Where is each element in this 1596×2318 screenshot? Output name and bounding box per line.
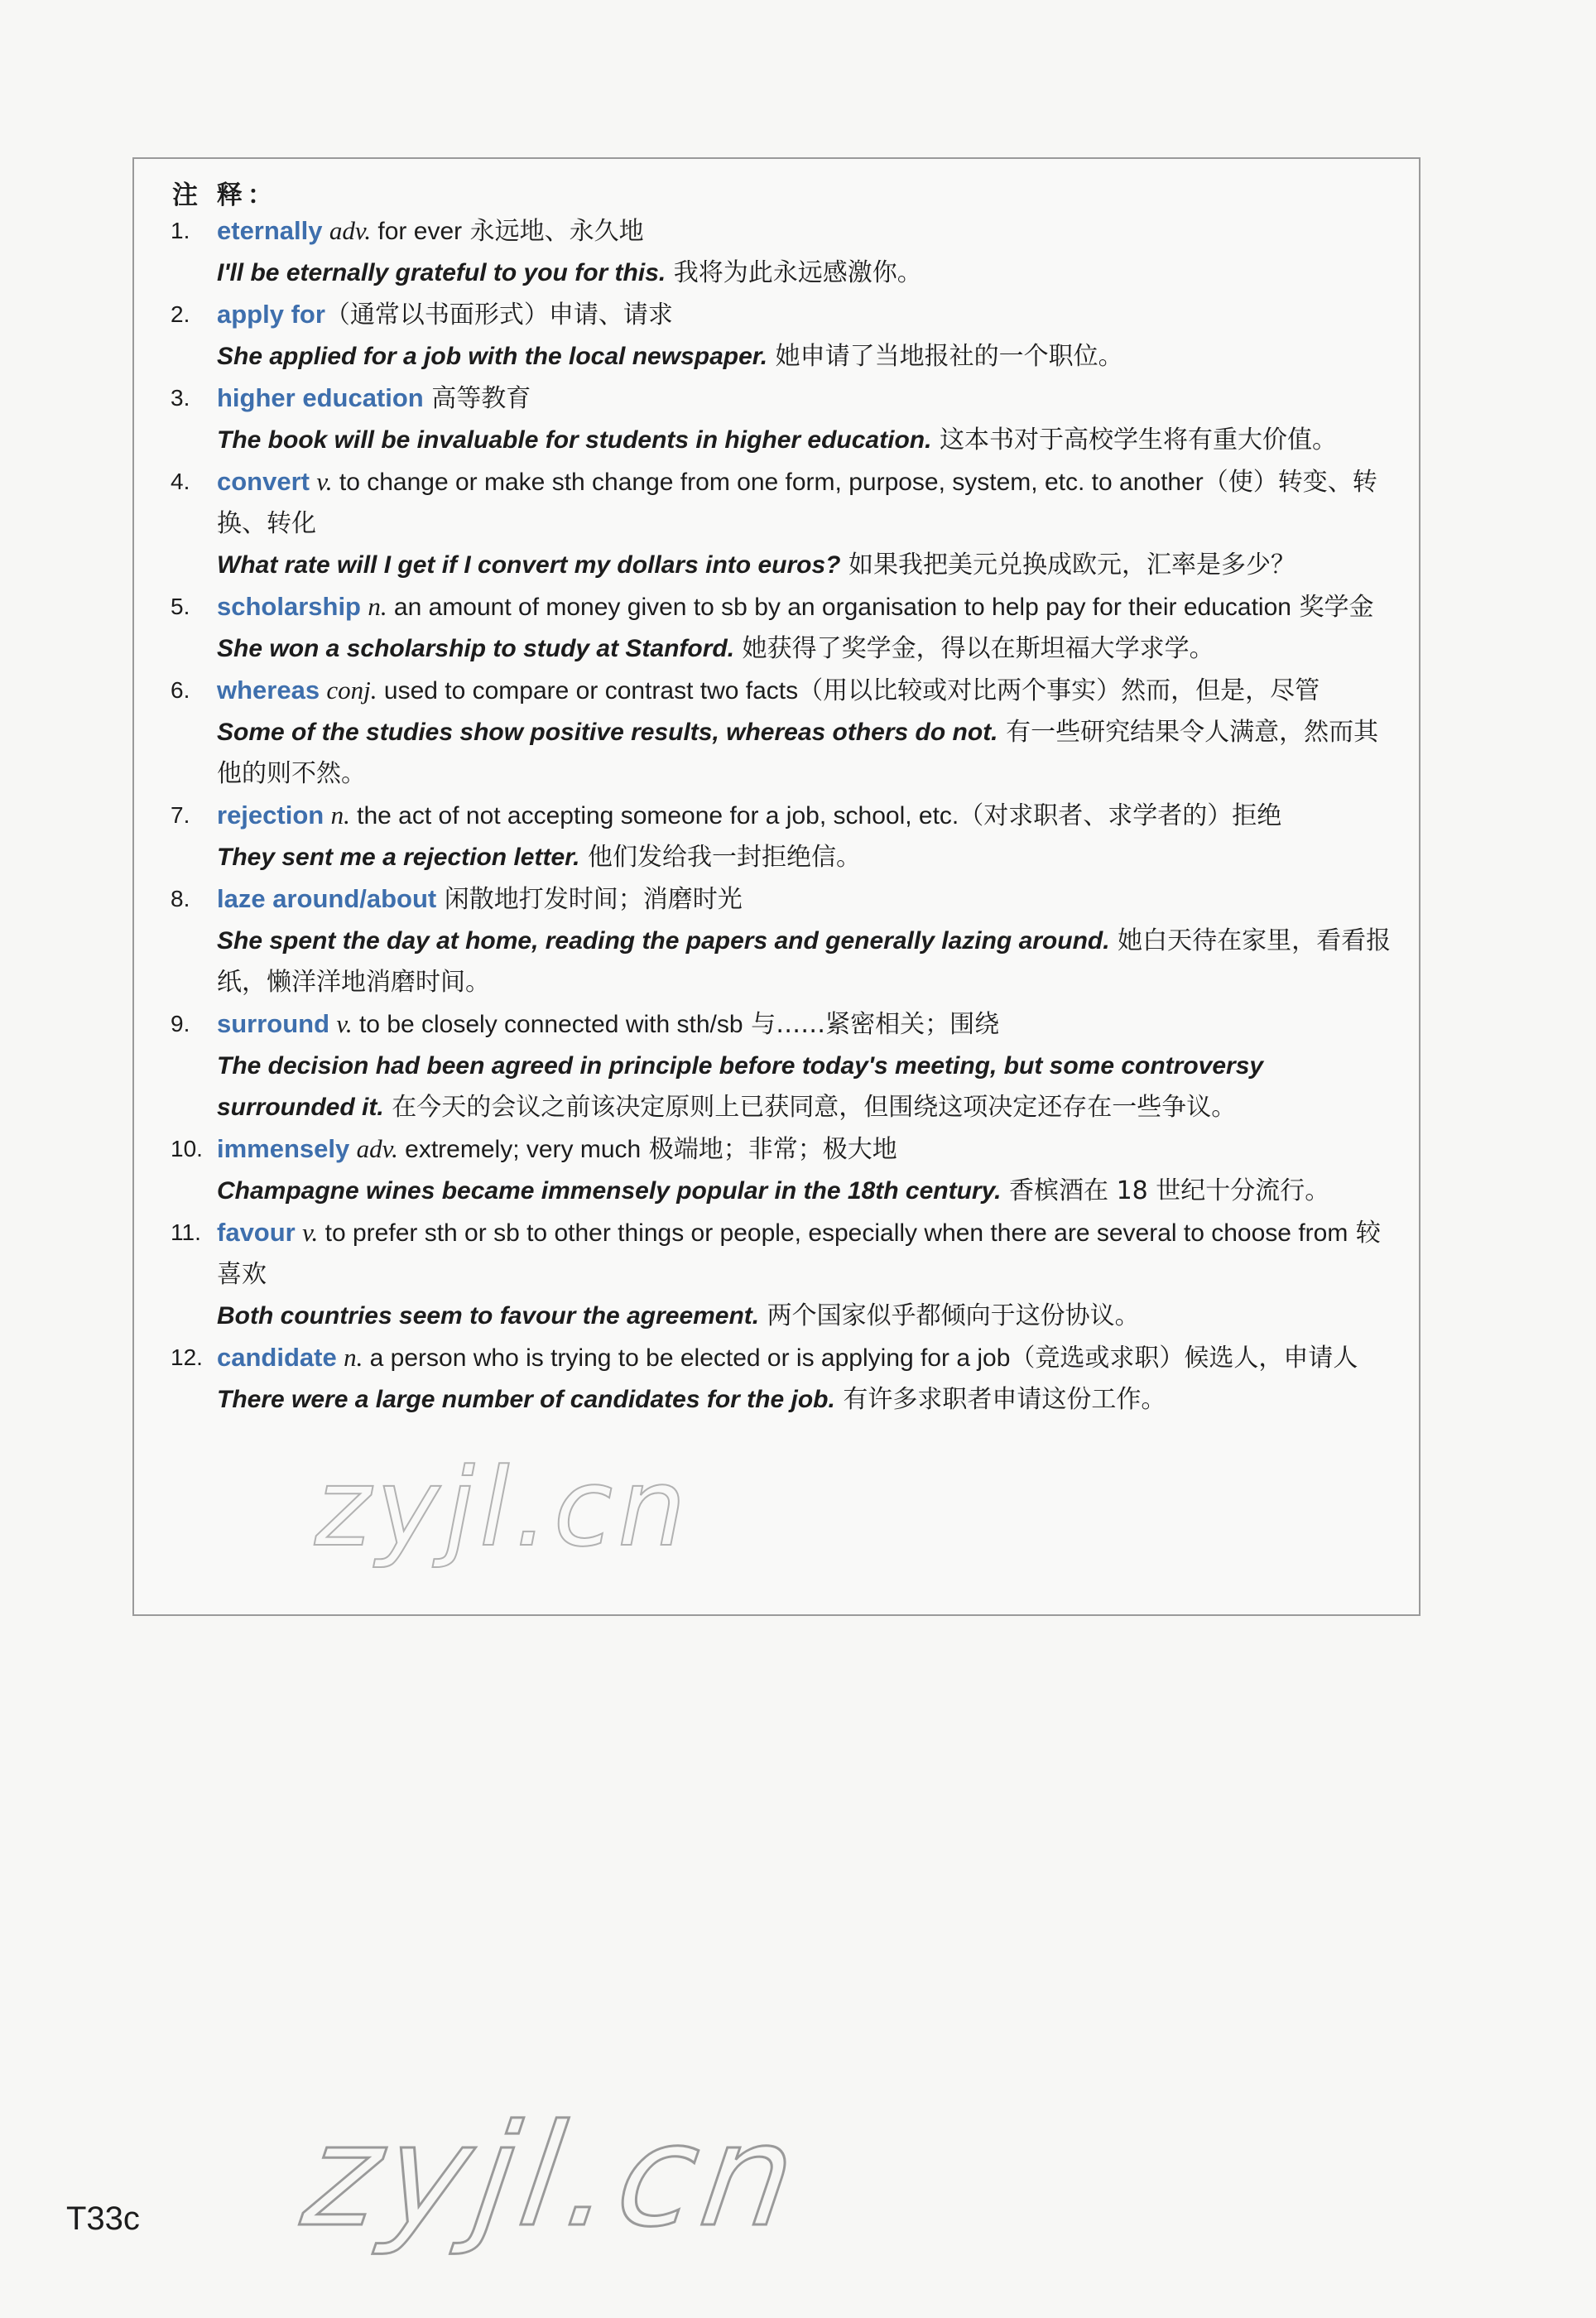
- entry-number: 11.: [171, 1219, 201, 1245]
- example-en: I'll be eternally grateful to you for this.: [217, 259, 666, 286]
- note-entry: [134, 1003, 1419, 1128]
- entry-term: convert: [217, 467, 310, 496]
- example-cn: 如果我把美元兑换成欧元，汇率是多少？: [840, 551, 1296, 580]
- definition-line: [217, 795, 1397, 837]
- example-cn: 他们发给我一封拒绝信。: [579, 843, 862, 872]
- definition-line: [217, 1212, 1397, 1296]
- example-en: Some of the studies show positive results, whereas others do not.: [217, 719, 998, 746]
- example-cn: 在今天的会议之前该决定原则上已获同意，但围绕这项决定还存在一些争议。: [383, 1093, 1237, 1122]
- note-entry: [134, 1212, 1419, 1337]
- entry-number: 4.: [171, 469, 190, 494]
- note-entry: [134, 878, 1419, 1003]
- note-entry: [134, 461, 1419, 586]
- entry-body: [217, 1128, 1397, 1212]
- note-entry: [134, 210, 1419, 294]
- definition-line: [217, 586, 1397, 628]
- note-entry: [134, 294, 1419, 378]
- example-line: [217, 1296, 1397, 1337]
- example-line: [217, 712, 1397, 795]
- part-of-speech: n.: [368, 592, 387, 621]
- entry-number: 5.: [171, 594, 190, 619]
- entry-number: 6.: [171, 677, 190, 703]
- entry-body: [217, 294, 1397, 378]
- example-line: [217, 1171, 1397, 1212]
- entry-body: [217, 795, 1397, 878]
- part-of-speech: adv.: [329, 216, 372, 245]
- entry-body: [217, 670, 1397, 795]
- entry-number: 8.: [171, 886, 190, 911]
- definition-cn: （对求职者、求学者的）拒绝: [959, 801, 1282, 830]
- example-en: She applied for a job with the local newspaper.: [217, 343, 768, 370]
- definition-cn: 与……紧密相关；围绕: [743, 1010, 1000, 1039]
- page-number: T33c: [66, 2200, 140, 2237]
- example-en: Both countries seem to favour the agreement.: [217, 1302, 760, 1330]
- definition-cn: 永远地、永久地: [462, 217, 644, 246]
- entry-body: [217, 878, 1397, 1003]
- definition-cn: 极端地；非常；极大地: [641, 1135, 897, 1164]
- entries-list: [134, 210, 1419, 1421]
- note-entry: [134, 795, 1419, 878]
- definition-cn: （用以比较或对比两个事实）然而，但是，尽管: [798, 676, 1320, 705]
- part-of-speech: n.: [344, 1343, 363, 1372]
- entry-term: rejection: [217, 801, 324, 830]
- watermark-overlay: zyjl.cn: [315, 1445, 691, 1570]
- definition-cn: 奖学金: [1291, 593, 1374, 622]
- example-line: [217, 545, 1397, 586]
- definition-en: an amount of money given to sb by an organisation to help pay for their education: [387, 594, 1291, 621]
- definition-cn: （通常以书面形式）申请、请求: [324, 301, 673, 329]
- definition-en: the act of not accepting someone for a job, school, etc.: [349, 802, 959, 830]
- example-line: [217, 1046, 1397, 1128]
- definition-cn: 较喜欢: [217, 1219, 1381, 1289]
- part-of-speech: adv.: [356, 1134, 398, 1163]
- example-cn: 她白天待在家里，看看报纸，懒洋洋地消磨时间。: [217, 926, 1392, 997]
- definition-cn: 高等教育: [423, 384, 531, 413]
- entry-term: apply for: [217, 300, 325, 329]
- entry-body: [217, 461, 1397, 586]
- entry-number: 7.: [171, 802, 190, 828]
- watermark-logo: zyjl.cn: [295, 2094, 811, 2258]
- definition-line: [217, 1337, 1397, 1379]
- example-en: What rate will I get if I convert my dollars into euros?: [217, 551, 841, 579]
- example-line: [217, 1379, 1397, 1421]
- definition-en: to change or make sth change from one form, purpose, system, etc. to another: [332, 469, 1204, 496]
- example-line: [217, 336, 1397, 378]
- note-entry: [134, 586, 1419, 670]
- definition-line: [217, 461, 1397, 545]
- definition-cn: （使）转变、转换、转化: [217, 468, 1377, 538]
- entry-number: 12.: [171, 1344, 203, 1370]
- entry-body: [217, 1212, 1397, 1337]
- entry-term: laze around/about: [217, 884, 437, 913]
- example-cn: 这本书对于高校学生将有重大价值。: [931, 426, 1337, 454]
- definition-cn: 闲散地打发时间；消磨时光: [436, 885, 743, 914]
- definition-en: used to compare or contrast two facts: [377, 677, 799, 705]
- example-en: The book will be invaluable for students in higher education.: [217, 426, 932, 454]
- definition-en: to prefer sth or sb to other things or people, especially when there are several to choose from: [318, 1219, 1348, 1247]
- definition-line: [217, 878, 1397, 921]
- entry-number: 2.: [171, 301, 190, 327]
- definition-line: [217, 210, 1397, 252]
- entry-body: [217, 1337, 1397, 1421]
- definition-line: [217, 1003, 1397, 1046]
- note-entry: [134, 1337, 1419, 1421]
- entry-term: immensely: [217, 1134, 350, 1163]
- note-entry: [134, 1128, 1419, 1212]
- example-line: [217, 420, 1397, 461]
- entry-number: 9.: [171, 1011, 190, 1036]
- part-of-speech: v.: [302, 1218, 319, 1247]
- example-line: [217, 921, 1397, 1003]
- example-cn: 两个国家似乎都倾向于这份协议。: [759, 1301, 1140, 1330]
- definition-line: [217, 294, 1397, 336]
- entry-term: scholarship: [217, 592, 361, 621]
- example-cn: 有一些研究结果令人满意，然而其他的则不然。: [217, 718, 1379, 788]
- definition-en: for ever: [371, 218, 463, 245]
- entry-number: 3.: [171, 385, 190, 411]
- example-en: She spent the day at home, reading the papers and generally lazing around.: [217, 927, 1110, 955]
- entry-term: surround: [217, 1009, 330, 1038]
- example-line: [217, 252, 1397, 294]
- part-of-speech: v.: [336, 1009, 353, 1038]
- notes-heading: 注 释：: [172, 180, 278, 210]
- part-of-speech: n.: [330, 801, 350, 830]
- entry-term: higher education: [217, 383, 424, 412]
- example-cn: 她获得了奖学金，得以在斯坦福大学求学。: [734, 634, 1214, 663]
- part-of-speech: conj.: [326, 676, 377, 705]
- notes-box: [132, 157, 1421, 1616]
- definition-en: to be closely connected with sth/sb: [352, 1011, 743, 1038]
- entry-number: 1.: [171, 218, 190, 243]
- example-line: [217, 628, 1397, 670]
- example-en: She won a scholarship to study at Stanford.: [217, 635, 735, 662]
- entry-term: candidate: [217, 1343, 337, 1372]
- example-en: Champagne wines became immensely popular in the 18th century.: [217, 1177, 1002, 1205]
- part-of-speech: v.: [316, 467, 333, 496]
- entry-term: whereas: [217, 676, 320, 705]
- example-cn: 香槟酒在 18 世纪十分流行。: [1001, 1176, 1330, 1205]
- example-en: They sent me a rejection letter.: [217, 844, 580, 871]
- example-en: The decision had been agreed in principle before today's meeting, but some controversy surrounded it.: [217, 1052, 1264, 1121]
- definition-line: [217, 1128, 1397, 1171]
- example-line: [217, 837, 1397, 878]
- note-entry: [134, 670, 1419, 795]
- definition-en: a person who is trying to be elected or is applying for a job: [363, 1344, 1011, 1372]
- example-cn: 她申请了当地报社的一个职位。: [767, 342, 1123, 371]
- entry-term: favour: [217, 1218, 296, 1247]
- definition-line: [217, 670, 1397, 712]
- note-entry: [134, 378, 1419, 461]
- entry-term: eternally: [217, 216, 323, 245]
- entry-body: [217, 586, 1397, 670]
- example-cn: 我将为此永远感激你。: [666, 258, 922, 287]
- entry-body: [217, 1003, 1397, 1128]
- entry-body: [217, 210, 1397, 294]
- definition-line: [217, 378, 1397, 420]
- definition-cn: （竞选或求职）候选人，申请人: [1010, 1344, 1358, 1373]
- entry-number: 10.: [171, 1136, 203, 1161]
- entry-body: [217, 378, 1397, 461]
- example-en: There were a large number of candidates for the job.: [217, 1386, 835, 1413]
- example-cn: 有许多求职者申请这份工作。: [834, 1385, 1166, 1414]
- definition-en: extremely; very much: [397, 1136, 642, 1163]
